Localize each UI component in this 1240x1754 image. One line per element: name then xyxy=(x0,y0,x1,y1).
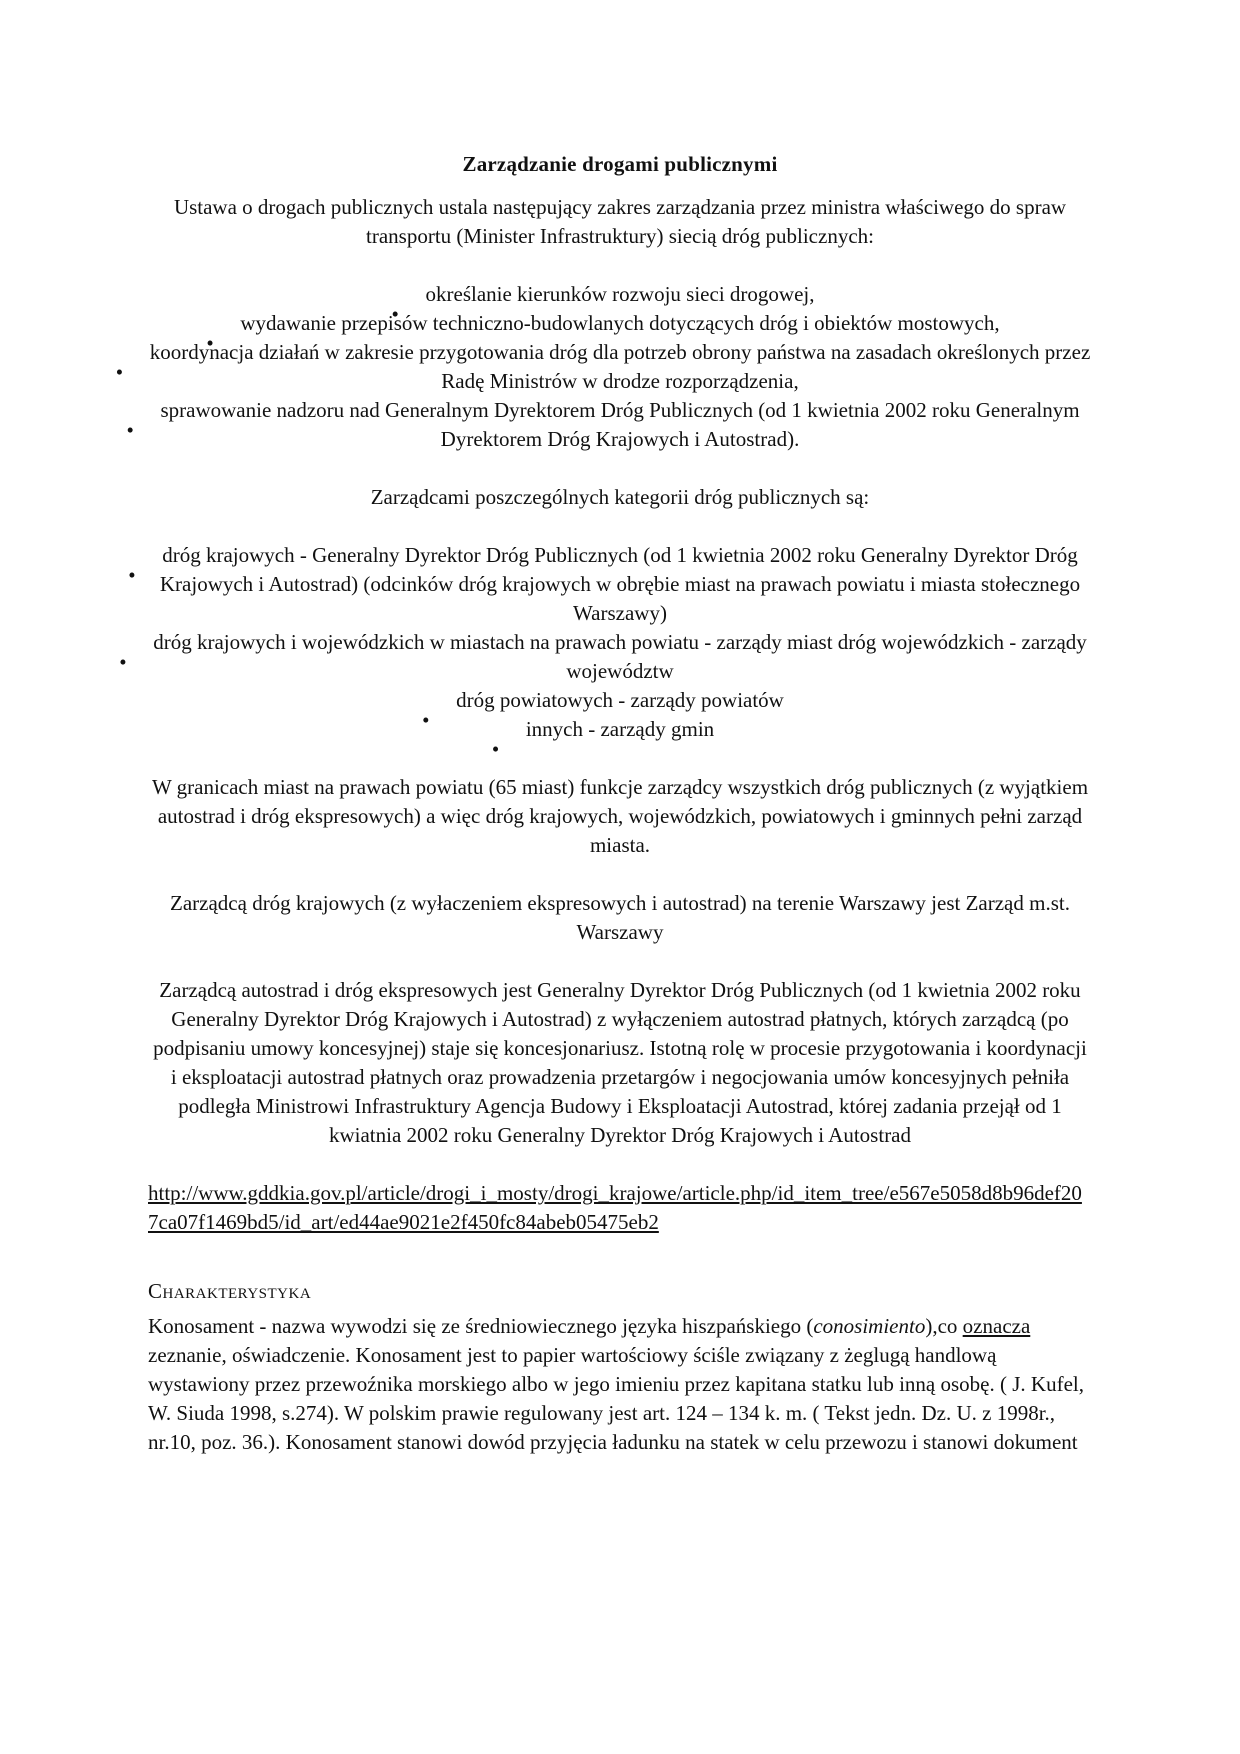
managers-intro: Zarządcami poszczególnych kategorii dróg publicznych są: xyxy=(370,485,870,509)
warsaw-paragraph: Zarządcą dróg krajowych (z wyłaczeniem ekspresowych i autostrad) na terenie Warszawy jest Zarząd m.st. Warszawy xyxy=(170,891,1070,944)
document-title: Zarządzanie drogami publicznymi xyxy=(462,152,778,176)
list-item: innych - zarządy gmin xyxy=(525,717,715,741)
cities-paragraph: W granicach miast na prawach powiatu (65 miast) funkcje zarządcy wszystkich dróg publicznych (z wyjątkiem autostrad i dróg ekspresowych) a więc dróg krajowych, wojewódzkich, powiatowych i gminnych pełni zarząd miasta. xyxy=(151,775,1089,857)
managers-list xyxy=(148,541,1092,744)
list-item: dróg krajowych i wojewódzkich w miastach na prawach powiatu - zarządy miast dróg wojewódzkich - zarządy województw xyxy=(153,630,1087,683)
section-heading: Charakterystyka xyxy=(148,1279,312,1303)
list-item: wydawanie przepisów techniczno-budowlanych dotyczących dróg i obiektów mostowych, xyxy=(240,311,1000,335)
list-item: sprawowanie nadzoru nad Generalnym Dyrektorem Dróg Publicznych (od 1 kwietnia 2002 roku Generalnym Dyrektorem Dróg Krajowych i Autostrad). xyxy=(160,398,1080,451)
list-item: dróg krajowych - Generalny Dyrektor Dróg Publicznych (od 1 kwietnia 2002 roku Generalny Dyrektor Dróg Krajowych i Autostrad) (odcinków dróg krajowych w obrębie miast na prawach powiatu i miasta stołecznego Warszawy) xyxy=(159,543,1081,625)
minister-tasks-list xyxy=(148,280,1092,454)
list-item: koordynacja działań w zakresie przygotowania dróg dla potrzeb obrony państwa na zasadach określonych przez Radę Ministrów w drodze rozporządzenia, xyxy=(149,340,1091,393)
underlined-word: oznacza xyxy=(962,1314,1031,1338)
motorways-paragraph: Zarządcą autostrad i dróg ekspresowych jest Generalny Dyrektor Dróg Publicznych (od 1 kwietnia 2002 roku Generalny Dyrektor Dróg Krajowych i Autostrad) z wyłączeniem autostrad płatnych, których zarządcą (po podpisaniu umowy koncesyjnej) staje się koncesjonariusz. Istotną rolę w procesie przygotowania i koordynacji i eksploatacji autostrad płatnych oraz prowadzenia przetargów i negocjowania umów koncesyjnych pełniła podległa Ministrowi Infrastruktury Agencja Budowy i Eksploatacji Autostrad, której zadania przejął od 1 kwiatnia 2002 roku Generalny Dyrektor Dróg Krajowych i Autostrad xyxy=(153,978,1087,1147)
source-link[interactable]: http://www.gddkia.gov.pl/article/drogi_i_mosty/drogi_krajowe/article.php/id_item_tree/e567e5058d8b96def207ca07f1469bd5/id_art/ed44ae9021e2f450fc84abeb05475eb2 xyxy=(148,1181,1082,1234)
italic-term: conosimiento xyxy=(813,1314,926,1338)
section-paragraph: Konosament - nazwa wywodzi się ze średniowiecznego języka hiszpańskiego (conosimiento),co oznacza zeznanie, oświadczenie. Konosament jest to papier wartościowy ściśle związany z żeglugą handlową wystawiony przez przewoźnika morskiego albo w jego imieniu przez kapitana statku lub inną osobę. ( J. Kufel, W. Siuda 1998, s.274). W polskim prawie regulowany jest art. 124 – 134 k. m. ( Tekst jedn. Dz. U. z 1998r., nr.10, poz. 36.). Konosament stanowi dowód przyjęcia ładunku na statek w celu przewozu i stanowi dokument xyxy=(148,1314,1084,1454)
source-link-paragraph xyxy=(148,1179,1092,1237)
list-item: określanie kierunków rozwoju sieci drogowej, xyxy=(425,282,815,306)
document-page xyxy=(148,150,1092,1457)
intro-paragraph: Ustawa o drogach publicznych ustala następujący zakres zarządzania przez ministra właściwego do spraw transportu (Minister Infrastruktury) siecią dróg publicznych: xyxy=(173,195,1067,248)
list-item: dróg powiatowych - zarządy powiatów xyxy=(456,688,784,712)
